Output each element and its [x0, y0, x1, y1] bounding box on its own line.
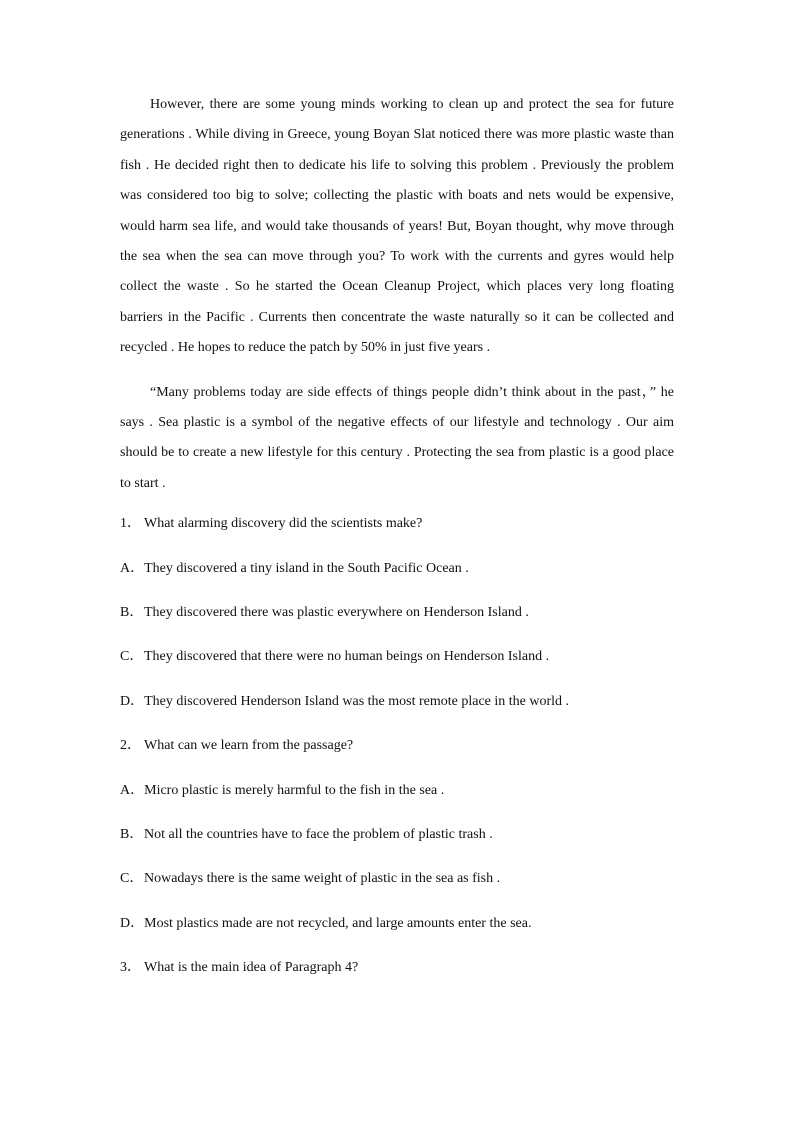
answer-option-b [120, 602, 674, 646]
answer-option-a [120, 780, 674, 824]
passage-paragraph: “Many problems today are side effects of things people didn’t think about in the past，” he says . Sea plastic is a symbol of the negative effects of our lifestyle and technology . Our aim should be to create a new lifestyle for this century . Protecting the sea from plastic is a good place to start . [120, 384, 674, 491]
option-letter: D． [120, 693, 145, 709]
answer-option-a [120, 558, 674, 602]
question-stem [120, 513, 674, 557]
option-text: They discovered a tiny island in the South Pacific Ocean . [144, 560, 469, 576]
option-text: Micro plastic is merely harmful to the fish in the sea . [144, 782, 445, 798]
answer-option-d [120, 913, 674, 957]
question-text: What alarming discovery did the scientists make? [144, 516, 423, 532]
option-letter: A． [120, 560, 145, 576]
question-text: What can we learn from the passage? [144, 738, 354, 754]
question-3 [120, 957, 674, 1001]
question-1 [120, 513, 674, 735]
option-letter: C． [120, 649, 144, 665]
option-letter: A． [120, 782, 145, 798]
option-letter: B． [120, 605, 144, 621]
answer-option-c [120, 868, 674, 912]
question-list [120, 513, 674, 1001]
option-text: Nowadays there is the same weight of plastic in the sea as fish . [144, 871, 501, 887]
option-text: Most plastics made are not recycled, and large amounts enter the sea. [144, 915, 532, 931]
answer-option-d [120, 691, 674, 735]
option-text: They discovered there was plastic everywhere on Henderson Island . [144, 605, 529, 621]
question-number: 3． [120, 960, 141, 976]
option-letter: C． [120, 871, 144, 887]
option-text: They discovered Henderson Island was the most remote place in the world . [144, 693, 570, 709]
option-letter: B． [120, 827, 144, 843]
question-number: 1． [120, 516, 141, 532]
reading-passage [120, 90, 674, 499]
question-2 [120, 735, 674, 957]
question-number: 2． [120, 738, 141, 754]
answer-option-c [120, 646, 674, 690]
document-page [120, 90, 674, 1002]
question-stem [120, 957, 674, 1001]
answer-option-b [120, 824, 674, 868]
option-letter: D． [120, 915, 145, 931]
question-stem [120, 735, 674, 779]
option-text: They discovered that there were no human beings on Henderson Island . [144, 649, 550, 665]
passage-paragraph: However, there are some young minds working to clean up and protect the sea for future generations . While diving in Greece, young Boyan Slat noticed there was more plastic waste than fish . He decided right then to dedicate his life to solving this problem . Previously the problem was considered too big to solve; collecting the plastic with boats and nets would be expensive, would harm sea life, and would take thousands of years! But, Boyan thought, why move through the sea when the sea can move through you? To work with the currents and gyres would help collect the waste . So he started the Ocean Cleanup Project, which places very long floating barriers in the Pacific . Currents then concentrate the waste naturally so it can be collected and recycled . He hopes to reduce the patch by 50% in just five years . [120, 97, 674, 356]
option-text: Not all the countries have to face the problem of plastic trash . [144, 827, 493, 843]
question-text: What is the main idea of Paragraph 4? [144, 960, 359, 976]
